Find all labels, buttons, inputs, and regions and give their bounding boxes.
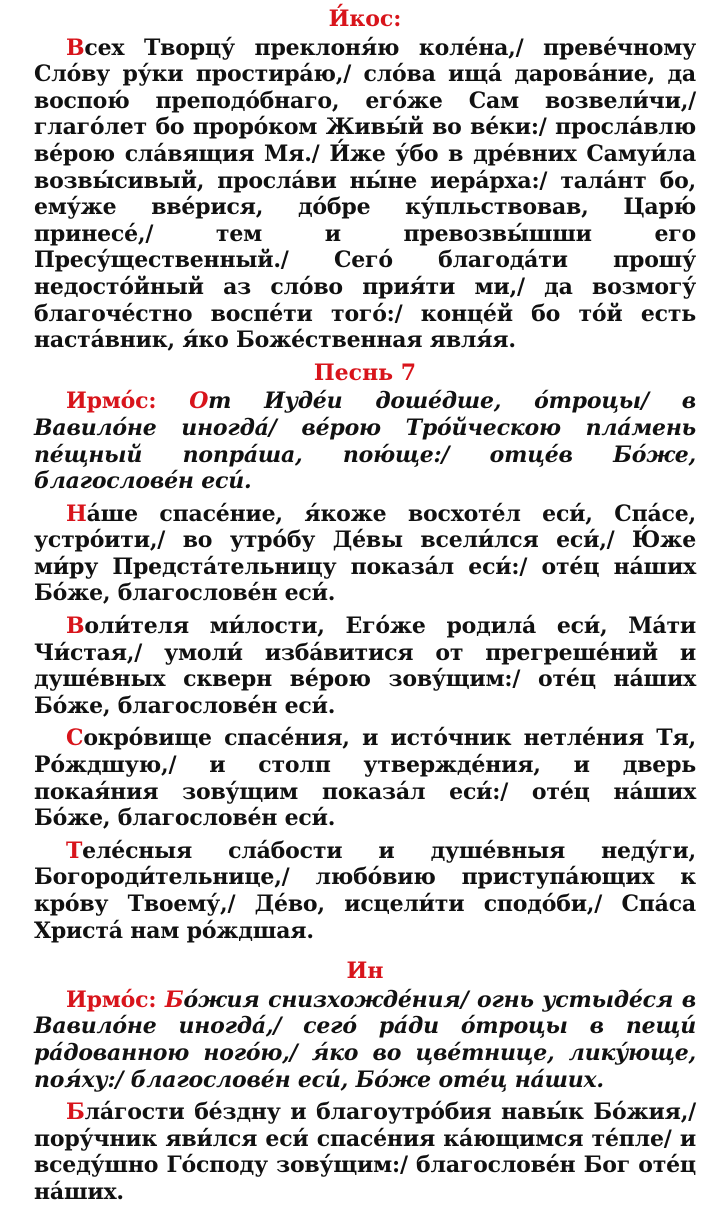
song7-troparion-1: [34, 501, 696, 607]
song7-troparion-3: [34, 725, 696, 831]
in-troparion: [34, 1099, 696, 1205]
song7-irmos-text: т Иуде́и доше́дше, о́троцы/ в Вавило́не иногда́/ ве́рою Тро́йческою пла́мень пе́щный попра́ша, пою́ще:/ отце́в Бо́же, благослове́н еси́.: [34, 388, 696, 495]
song7-heading: Песнь 7: [313, 359, 417, 386]
in-troparion-text: ла́гости бе́здну и благоутро́бия навы́к Бо́жия,/ пору́чник яви́лся еси́ спасе́ния ка́ющимся те́пле/ и вседу́шно Го́споду зову́щим:/ благослове́н Бог оте́ц на́ших.: [34, 1099, 696, 1205]
ikos-initial: В: [66, 34, 85, 61]
song7-troparion-2-text: оли́теля ми́лости, Его́же родила́ еси́, Ма́ти Чи́стая,/ умоли́ изба́витися от прегреше́ний и душе́вных скверн ве́рою зову́щим:/ оте́ц на́ших Бо́же, благослове́н еси́.: [34, 613, 696, 719]
in-irmos-initial: Б: [164, 986, 184, 1013]
song7-troparion-2-initial: В: [66, 613, 85, 640]
song7-troparion-4-text: еле́сныя сла́бости и душе́вныя неду́ги, Богороди́тельнице,/ любо́вию приступа́ющих к кро́ву Твоему́,/ Де́во, исцели́ти сподо́би,/ Спа́са Христа́ нам ро́ждшая.: [34, 837, 696, 944]
song7-irmos-label: Ирмо́с:: [66, 388, 157, 415]
in-irmos: [34, 987, 696, 1093]
in-irmos-text: о́жия снизхожде́ния/ огнь устыде́ся в Вавило́не иногда́,/ сего́ ра́ди о́троцы в пещи́ ра́дованною ного́ю,/ я́ко во цве́тнице, лику́юще, поя́ху:/ благослове́н еси́, Бо́же оте́ц на́ших.: [34, 986, 696, 1093]
liturgical-text-page: [34, 6, 696, 1212]
in-irmos-label: Ирмо́с:: [66, 986, 157, 1013]
ikos-heading: И́кос:: [328, 6, 402, 32]
ikos-text: сех Творцу́ преклоня́ю коле́на,/ преве́чному Сло́ву ру́ки простира́ю,/ сло́ва ища́ дарова́ние, да воспою́ преподо́бнаго, его́же Сам возвели́чи,/ глаго́лет бо проро́ком Живы́й во ве́ки:/ просла́влю ве́рою сла́вящия Мя./ И́же у́бо в дре́вних Самуи́ла возвы́сивый, просла́ви ны́не иера́рха:/ тала́нт бо, ему́же вве́рися, до́бре ку́пльствовав, Царю́ принесе́,/ тем и превозвы́шши его Пресу́щественный./ Сего́ благода́ти прошу́ недосто́йный аз сло́во прия́ти ми,/ да возмогу́ благоче́стно воспе́ти того́:/ конце́й бо то́й есть наста́вник, я́ко Боже́ственная явля́я.: [34, 34, 696, 354]
in-heading: Ин: [346, 958, 384, 985]
song7-troparion-2: [34, 613, 696, 719]
in-troparion-initial: Б: [66, 1099, 85, 1126]
ikos-paragraph: [34, 35, 696, 354]
song7-irmos-initial: О: [189, 388, 209, 415]
song7-troparion-4-initial: Т: [66, 837, 83, 864]
song7-troparion-4: [34, 838, 696, 944]
song7-troparion-3-initial: С: [66, 725, 84, 752]
song7-troparion-1-initial: Н: [66, 500, 87, 527]
song7-troparion-1-text: а́ше спасе́ние, я́коже восхоте́л еси́, Спа́се, устро́ити,/ во утро́бу Де́вы всели́лся еси́,/ Ю́же ми́ру Предста́тельницу показа́л еси́:/ оте́ц на́ших Бо́же, благослове́н еси́.: [34, 500, 696, 607]
song7-irmos: [34, 388, 696, 494]
song7-troparion-3-text: окро́вище спасе́ния, и исто́чник нетле́ния Тя, Ро́ждшую,/ и столп утвержде́ния, и дверь покая́ния зову́щим показа́л еси́:/ оте́ц на́ших Бо́же, благослове́н еси́.: [34, 725, 696, 832]
